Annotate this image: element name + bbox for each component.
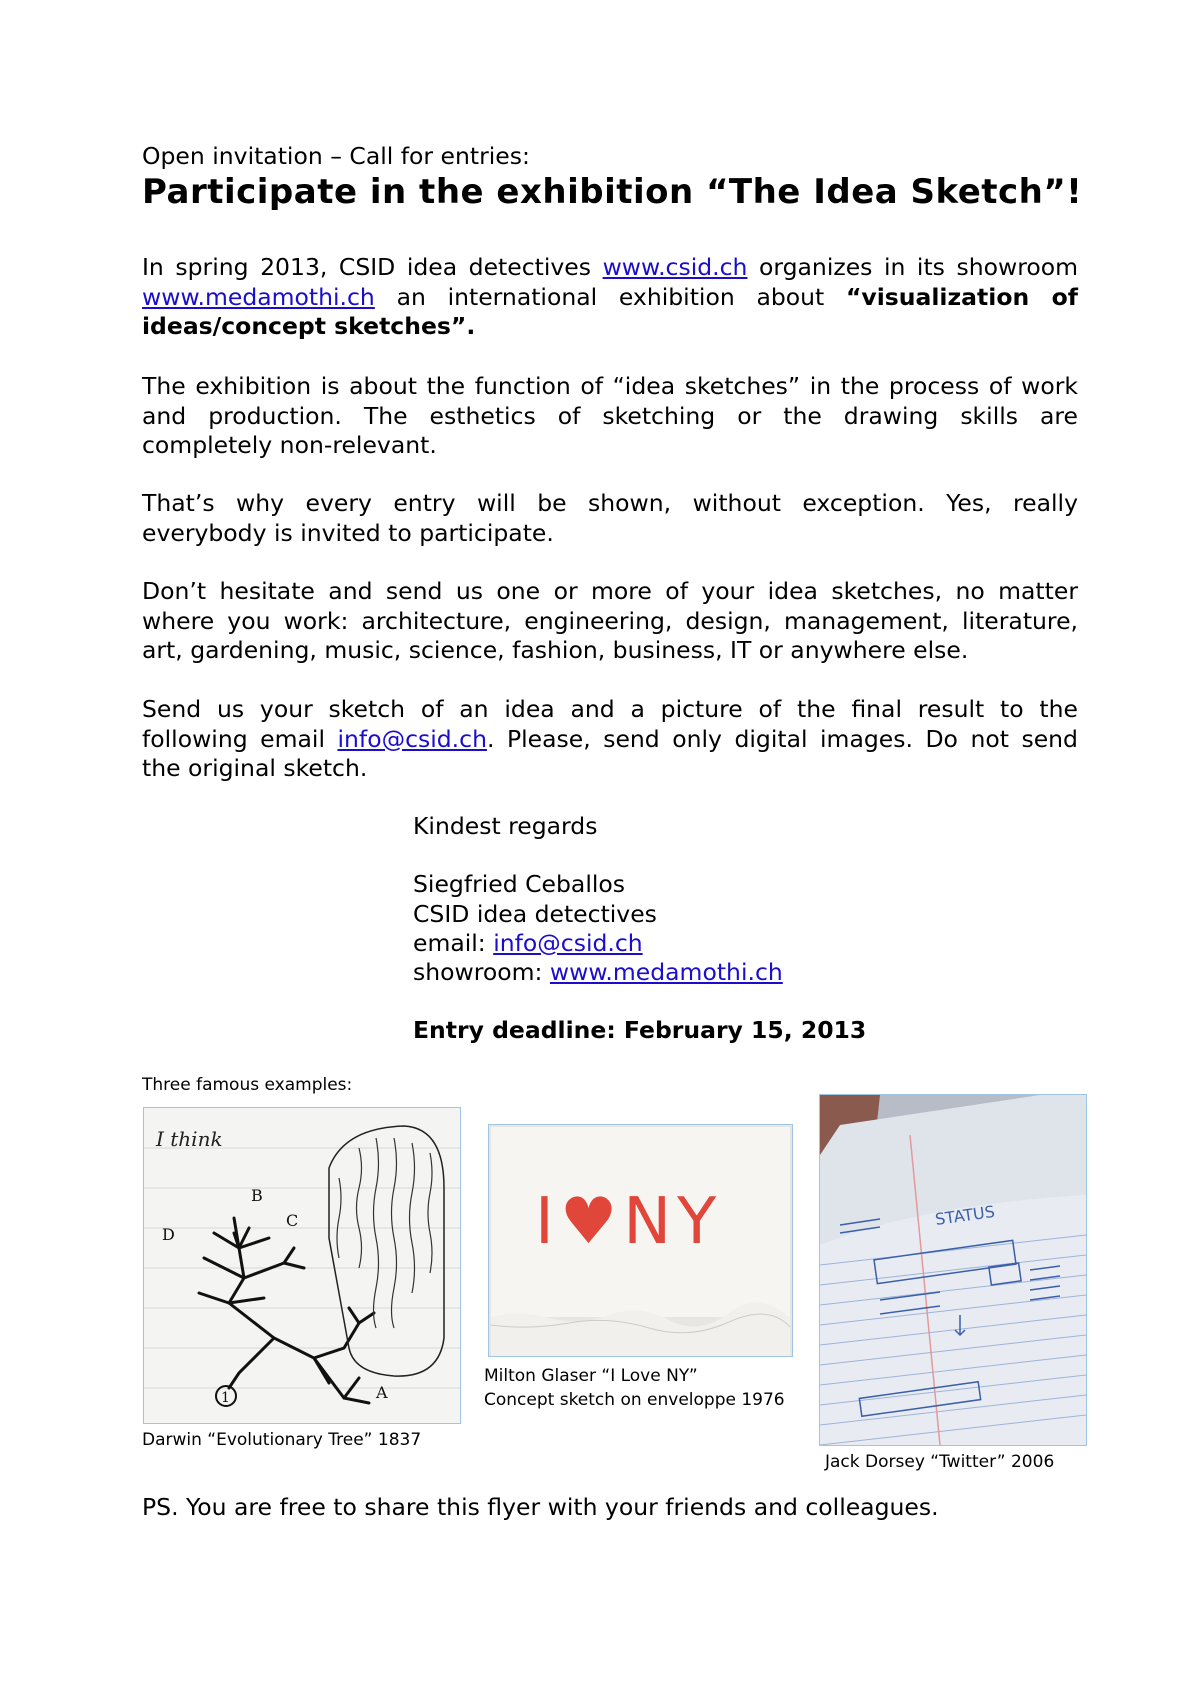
csid-link[interactable]: www.csid.ch [602,253,748,281]
darwin-label-a: A [376,1383,388,1402]
i-love-ny-drawing [489,1125,792,1356]
email-label: email: [413,929,494,957]
text-line: everybody is invited to participate. [142,518,554,547]
page-title: Participate in the exhibition “The Idea Sketch”! [142,172,1083,212]
bold-text: “visualization of [845,282,1078,311]
signer-showroom [413,958,783,988]
text-line: The exhibition is about the function of “idea sketches” in the process of work [142,372,1078,400]
ps-note: PS. You are free to share this flyer with your friends and colleagues. [142,1493,939,1521]
text-line: completely non-relevant. [142,431,437,459]
twitter-sketch-image [819,1094,1087,1446]
text-line: Send us your sketch of an idea and a picture of the final result to the [142,695,1078,723]
text-line: That’s why every entry will be shown, without exception. Yes, really [142,489,1078,517]
darwin-label-1: 1 [221,1390,230,1406]
signer-email [413,929,643,959]
darwin-label-d: D [162,1225,175,1244]
glaser-caption-2: Concept sketch on enveloppe 1976 [484,1390,785,1410]
darwin-label-b: B [251,1186,263,1205]
paragraph-dont-hesitate [142,577,1078,666]
showroom-label: showroom: [413,958,550,986]
paragraph-every-entry [142,489,1078,548]
dorsey-caption: Jack Dorsey “Twitter” 2006 [825,1452,1055,1472]
text: . Please, send only digital images. Do not send [486,724,1078,753]
text-line: where you work: architecture, engineering, design, management, literature, [142,606,1078,635]
text-line: and production. The esthetics of sketching or the drawing skills are [142,401,1078,430]
text-line: Don’t hesitate and send us one or more of your idea sketches, no matter [142,577,1078,605]
intro-line: Open invitation – Call for entries: [142,142,530,170]
bold-text: ideas/concept sketches”. [142,312,476,340]
email-link[interactable]: info@csid.ch [337,724,487,753]
entry-deadline: Entry deadline: February 15, 2013 [413,1016,867,1044]
darwin-label-c: C [286,1211,299,1230]
text-line: the original sketch. [142,754,368,782]
status-sketch-text: STATUS [933,1201,996,1229]
signature-showroom-link[interactable]: www.medamothi.ch [549,958,783,986]
darwin-tree-image [143,1107,461,1424]
text: following email [142,724,338,753]
signature-email-link[interactable]: info@csid.ch [493,929,643,957]
paragraph-function [142,372,1078,461]
examples-heading: Three famous examples: [142,1075,353,1095]
text: an international exhibition about [374,282,846,311]
text: In spring 2013, CSID idea detectives [142,253,603,281]
twitter-sketch-drawing [820,1095,1086,1445]
signer-org: CSID idea detectives [413,900,657,928]
i-love-ny-text: I♥NY [535,1185,723,1259]
signer-name: Siegfried Ceballos [413,870,625,898]
medamothi-link[interactable]: www.medamothi.ch [142,282,375,311]
i-love-ny-image [488,1124,793,1357]
glaser-caption-1: Milton Glaser “I Love NY” [484,1366,698,1386]
regards: Kindest regards [413,812,598,840]
darwin-caption: Darwin “Evolutionary Tree” 1837 [142,1430,422,1450]
darwin-i-think-text: I think [156,1127,223,1151]
darwin-sketch-drawing [144,1108,460,1423]
paragraph-intro [142,253,1078,342]
paragraph-send [142,695,1078,784]
text-line: art, gardening, music, science, fashion, business, IT or anywhere else. [142,636,969,664]
text: organizes in its showroom [747,253,1078,281]
